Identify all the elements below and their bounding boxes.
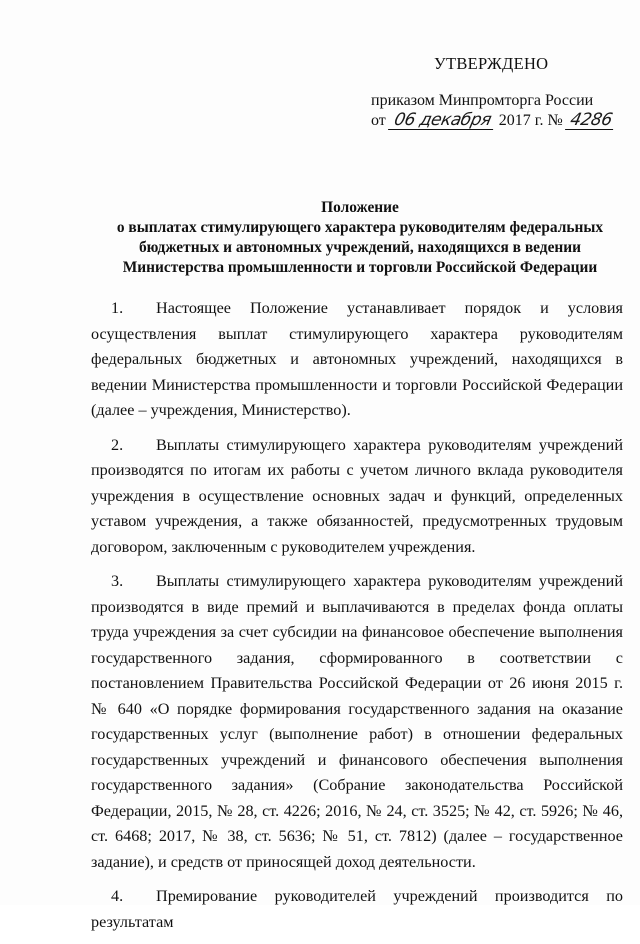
paragraph-text: Премирование руководителей учреждений производится по результатам bbox=[91, 887, 623, 931]
paragraph-1 bbox=[91, 296, 623, 424]
handwritten-date: 06 декабря bbox=[388, 111, 497, 130]
paragraph-number: 3. bbox=[111, 572, 124, 590]
paragraph-number: 4. bbox=[111, 887, 124, 905]
approved-stamp-text: УТВЕРЖДЕНО bbox=[434, 54, 549, 73]
order-year-label: 2017 г. № bbox=[498, 112, 563, 129]
order-from-label: от bbox=[371, 112, 386, 129]
title-line-2: о выплатах стимулирующего характера руководителям федеральных bbox=[116, 219, 604, 236]
paragraph-3 bbox=[91, 569, 623, 875]
paragraph-text: Настоящее Положение устанавливает порядок и условия осуществления выплат стимулирующего характера руководителям федеральных бюджетных и автономных учреждений, находящихся в ведении Министерства промышленности и торговли Российской Федерации (далее – учреждения, Министерство). bbox=[91, 299, 623, 419]
title-line-1: Положение bbox=[321, 199, 399, 216]
document-title bbox=[60, 198, 640, 278]
order-reference: приказом Минпромторга России bbox=[371, 92, 594, 109]
paragraph-2 bbox=[91, 433, 623, 561]
paragraph-number: 1. bbox=[111, 299, 124, 317]
paragraph-number: 2. bbox=[111, 435, 124, 454]
title-line-4: Министерства промышленности и торговли Российской Федерации bbox=[122, 259, 598, 276]
document-body bbox=[91, 296, 623, 944]
order-date-line bbox=[371, 111, 615, 130]
paragraph-text: Выплаты стимулирующего характера руководителям учреждений производятся по итогам их работы с учетом личного вклада руководителя учреждения в осуществление основных задач и функций, определенных уставом учреждения, а также обязанностей, предусмотренных трудовым договором, заключенным с руководителем учреждения. bbox=[91, 435, 623, 556]
paragraph-4 bbox=[91, 884, 623, 935]
title-line-3: бюджетных и автономных учреждений, находящихся в ведении bbox=[138, 239, 582, 256]
handwritten-order-number: 4286 bbox=[565, 111, 617, 130]
paragraph-text: Выплаты стимулирующего характера руководителям учреждений производятся в виде премий и выплачиваются в пределах фонда оплаты труда учреждения за счет субсидии на финансовое обеспечение выполнения государственного задания, сформированного в соответствии с постановлением Правительства Российской Федерации от 26 июня 2015 г. № 640 «О порядке формирования государственного задания на оказание государственных услуг (выполнение работ) в отношении федеральных государственных учреждений и финансового обеспечения выполнения государственного задания» (Собрание законодательства Российской Федерации, 2015, № 28, ст. 4226; 2016, № 24, ст. 3525; № 42, ст. 5926; № 46, ст. 6468; 2017, № 38, ст. 5636; № 51, ст. 7812) (далее – государственное задание), и средств от приносящей доход деятельности. bbox=[91, 572, 623, 871]
